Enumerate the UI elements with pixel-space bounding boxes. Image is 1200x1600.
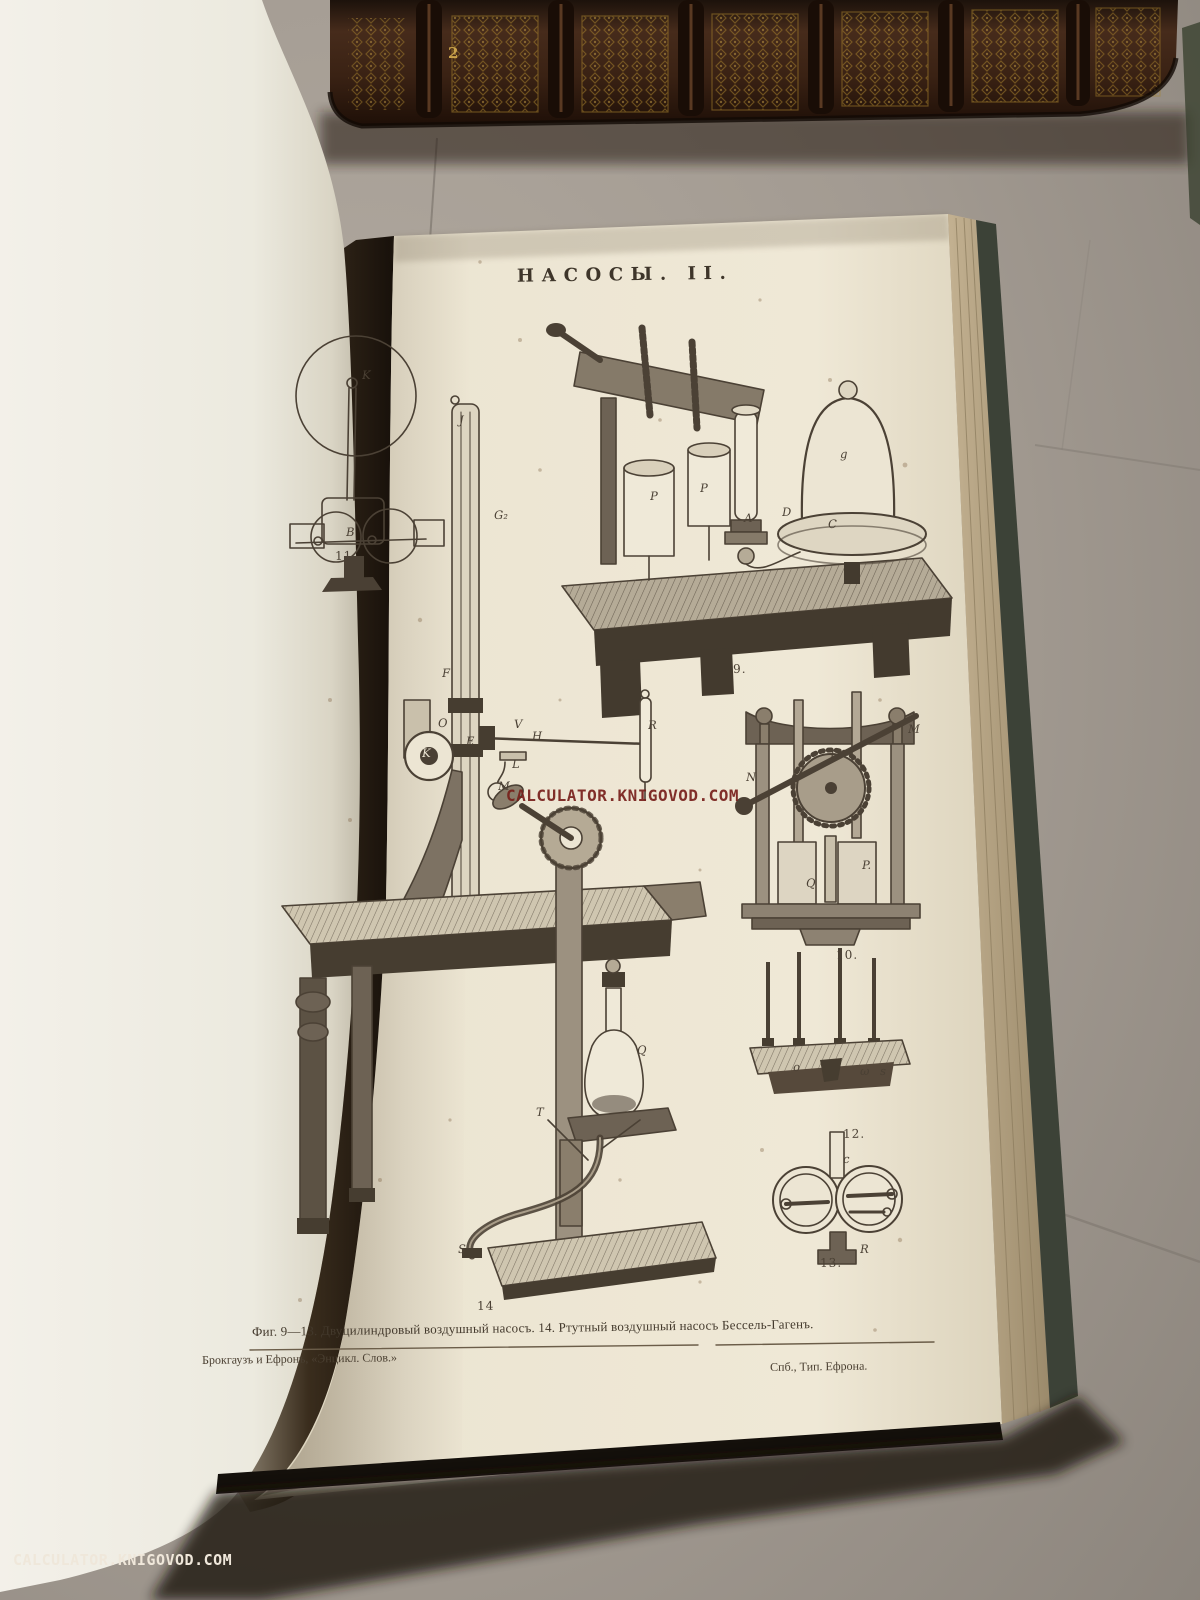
fig14-label-k: K: [422, 745, 431, 760]
fig12-label-w: ω: [860, 1063, 870, 1078]
fig9-label-d: D: [782, 504, 792, 519]
fig9-label-a: A: [744, 510, 753, 525]
fig9-label-p2: P: [700, 480, 708, 495]
figure-10-number: 10.: [836, 947, 859, 962]
imprint-publisher: Брокгаузъ и Ефронъ, «Энцикл. Слов.»: [202, 1350, 398, 1367]
fig14-label-v: V: [514, 716, 523, 731]
fig14-label-s: S: [458, 1241, 467, 1256]
fig9-label-p1: P: [650, 488, 658, 503]
fig12-label-s: s: [880, 1063, 887, 1078]
plate-title: НАСОСЫ. II.: [516, 262, 734, 287]
fig14-label-r: R: [648, 717, 657, 732]
watermark-bottom-left: CALCULATOR.KNIGOVOD.COM: [13, 1551, 233, 1569]
fig14-label-o: O: [438, 715, 448, 730]
fig14-label-q: Q: [637, 1042, 647, 1057]
watermark-center: CALCULATOR.KNIGOVOD.COM: [506, 786, 740, 805]
fig13-label-c: c: [843, 1151, 850, 1166]
fig10-label-m: M: [908, 721, 920, 736]
top-book-spine: [330, 0, 1178, 126]
fig13-label-r: R: [860, 1241, 869, 1256]
figure-12-number: 12.: [843, 1126, 866, 1141]
figure-9-number: 9.: [733, 661, 747, 676]
fig10-label-p: P.: [862, 857, 872, 872]
figure-10-engraving: [735, 692, 920, 945]
plate-caption: Фиг. 9—13. Двуцилиндровый воздушный насосъ. 14. Ртутный воздушный насосъ Бессель-Гагенъ.: [252, 1316, 814, 1339]
fig14-label-l: L: [512, 756, 520, 771]
fig10-label-n: N: [746, 769, 757, 784]
fig9-label-g: g: [840, 446, 848, 461]
fig14-label-e: E: [466, 733, 475, 748]
fig14-label-j: J: [459, 412, 464, 427]
fig10-label-h: H: [830, 747, 841, 762]
fig10-label-q: Q: [806, 875, 816, 890]
fig11-label-k: K: [362, 367, 371, 382]
fig12-label-o: o: [793, 1059, 801, 1074]
fig11-label-b: B: [346, 524, 355, 539]
figure-13-number: 13.: [820, 1255, 843, 1270]
fig14-label-h: H: [532, 728, 543, 743]
spine-volume-number: 2: [448, 44, 459, 62]
fig14-label-m: M: [498, 778, 510, 793]
figure-14-number: 14: [477, 1298, 495, 1313]
figure-11-number: 11.: [335, 548, 358, 563]
imprint-printer: Спб., Тип. Ефрона.: [770, 1358, 868, 1374]
fig14-label-f: F: [442, 665, 451, 680]
fig9-label-c: C: [828, 516, 838, 531]
fig14-label-t: T: [536, 1104, 544, 1119]
fig14-label-g2: G₂: [494, 507, 508, 522]
